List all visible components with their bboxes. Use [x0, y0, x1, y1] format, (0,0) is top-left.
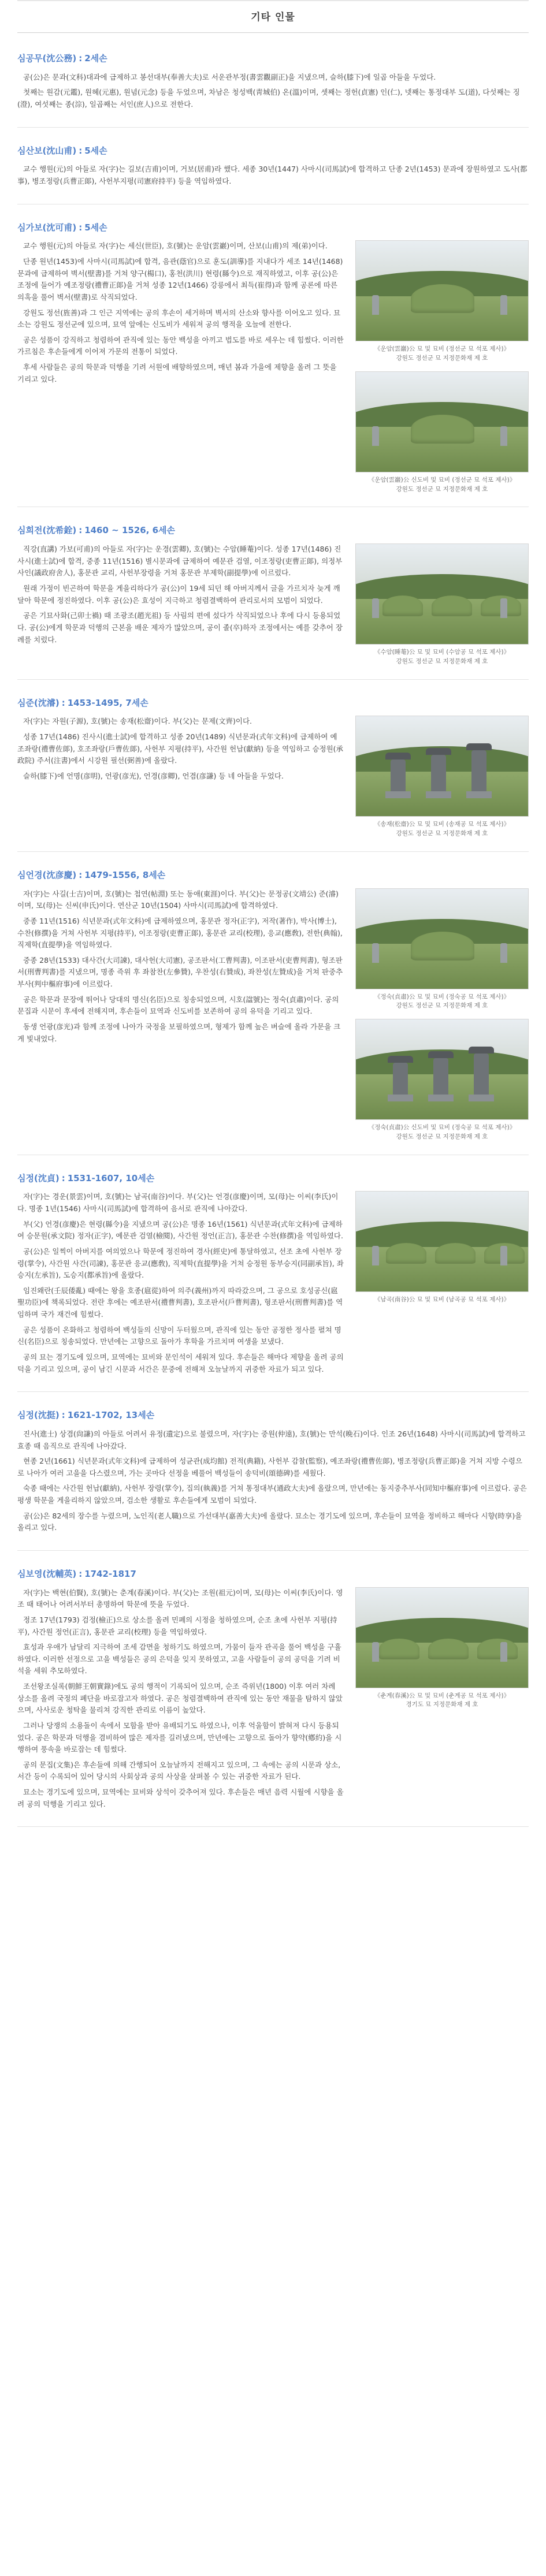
biography-paragraph: 자(字)는 경운(景雲)이며, 호(號)는 남곡(南谷)이다. 부(父)는 언경(彦慶)이며, 모(母)는 이씨(李氏)이다. 명종 1년(1546) 사마시(司馬試)에 합격하여 음서로 관직에 나아갔다.: [17, 1192, 339, 1213]
person-heading: [17, 694, 529, 716]
caption-title: 《송재(松齋)公 묘 및 묘비 (송재공 묘 석포 제사)》: [374, 821, 510, 828]
person-body: [17, 240, 529, 494]
person-section: [17, 136, 529, 204]
biography-paragraph: 교수 행원(元)의 아들로 자(字)는 길보(吉甫)이며, 거보(居甫)라 했다. 세종 30년(1447) 사마시(司馬試)에 합격하고 단종 2년(1453) 문과에 장원하였고 도사(都事), 병조정랑(兵曹正郞), 사헌부지평(司憲府持平) 등을 역임하였다.: [17, 165, 528, 186]
heading-separator: :: [79, 53, 83, 64]
biography-paragraph: 효성과 우애가 남달리 지극하여 조세 감면을 청하기도 하였으며, 가뭄이 들자 관곡을 풀어 백성을 구휼하였다. 이러한 선정으로 고을 백성들은 공의 은덕을 잊지 못하였고, 고을 사람들이 공의 공덕을 기려 비석을 세워 추모하였다.: [17, 1643, 341, 1676]
biography-paragraph: 임진왜란(壬辰倭亂) 때에는 왕을 호종(扈從)하여 의주(義州)까지 따라갔으며, 그 공으로 호성공신(扈聖功臣)에 책록되었다. 전란 후에는 예조판서(禮曹判書), 호조판서(戶曹判書), 형조판서(刑曹判書)를 역임하며 국가 재건에 힘썼다.: [17, 1286, 343, 1319]
figure-caption: [355, 989, 529, 1011]
biography-paragraph: 공(公)은 82세의 장수를 누렸으며, 노인직(老人職)으로 가선대부(嘉善大夫)에 올랐다. 묘소는 경기도에 있으며, 후손들이 묘역을 정비하고 해마다 시향(時享)을 올리고 있다.: [17, 1511, 522, 1532]
person-name: 심정(沈貞): [17, 1172, 60, 1183]
biography-paragraph: 공은 성품이 강직하고 청렴하여 관직에 있는 동안 백성을 아끼고 법도를 바로 세우는 데 힘썼다. 이러한 가르침은 후손들에게 이어져 가문의 전통이 되었다.: [17, 335, 344, 356]
title-divider: [17, 32, 529, 33]
biography-paragraph: 중종 11년(1516) 식년문과(式年文科)에 급제하였으며, 홍문관 정자(正字), 저작(著作), 박사(博士), 수찬(修撰)을 거쳐 사헌부 지평(持平), 이조정랑(吏曹正郞), 홍문관 교리(校理), 응교(應敎), 전한(典翰), 직제학(直提學)을 역임하였다.: [17, 916, 343, 950]
biography-paragraph: 후세 사람들은 공의 학문과 덕행을 기려 서원에 배향하였으며, 매년 봄과 가을에 제향을 올려 그 뜻을 기리고 있다.: [17, 363, 337, 384]
biography-paragraph: 슬하(膝下)에 언명(彦明), 언광(彦光), 언경(彦卿), 언겸(彦謙) 등 네 아들을 두었다.: [23, 771, 284, 780]
figure-caption: [355, 1120, 529, 1142]
figure-column: [355, 544, 529, 667]
person-body: [17, 72, 529, 114]
biography-paragraph: 강원도 정선(旌善)과 그 인근 지역에는 공의 후손이 세거하며 벽서의 산소와 향사를 이어오고 있다. 묘소는 강원도 정선군에 있으며, 묘역 앞에는 신도비가 세워져 공의 행적을 오늘에 전한다.: [17, 308, 341, 329]
person-lifespan: 5세손: [84, 222, 107, 233]
person-lifespan: 1460 ~ 1526, 6세손: [84, 525, 176, 536]
figure-caption: [355, 341, 529, 363]
person-section: [17, 515, 529, 679]
tomb-figure: [355, 888, 529, 1011]
figure-column: [355, 716, 529, 839]
person-body: [17, 1587, 529, 1814]
figure-column: [355, 240, 529, 494]
caption-title: 《정숙(貞肅)公 묘 및 묘비 (정숙공 묘 석포 제사)》: [374, 993, 510, 1000]
caption-title: 《수암(睡菴)公 묘 및 묘비 (수암공 묘 석포 제사)》: [374, 649, 510, 656]
biography-text: [17, 716, 344, 786]
person-section: [17, 43, 529, 128]
biography-paragraph: 공의 문집(文集)은 후손들에 의해 간행되어 오늘날까지 전해지고 있으며, 그 속에는 공의 시문과 상소, 서간 등이 수록되어 있어 당시의 사회상과 공의 사상을 살펴볼 수 있는 귀중한 자료가 된다.: [17, 1760, 341, 1781]
person-heading: [17, 1406, 529, 1428]
heading-separator: :: [79, 869, 83, 880]
heading-separator: :: [79, 525, 83, 536]
biography-paragraph: 자(字)는 자원(子源), 호(號)는 송재(松齋)이다. 부(父)는 문제(文齊)이다.: [23, 717, 252, 726]
person-lifespan: 2세손: [84, 53, 107, 64]
biography-paragraph: 정조 17년(1793) 검정(檢正)으로 상소를 올려 민폐의 시정을 청하였으며, 순조 초에 사헌부 지평(持平), 사간원 정언(正言), 홍문관 교리(校理) 등을 역임하였다.: [17, 1615, 337, 1636]
person-lifespan: 5세손: [84, 145, 107, 156]
biography-paragraph: 교수 행원(元)의 아들로 자(字)는 세신(世臣), 호(號)는 운암(雲巖)이며, 산보(山甫)의 제(弟)이다.: [23, 241, 328, 251]
biography-paragraph: 동생 언광(彦光)과 함께 조정에 나아가 국정을 보필하였으며, 형제가 함께 높은 벼슬에 올라 가문을 크게 빛내었다.: [17, 1022, 341, 1043]
biography-paragraph: 조선왕조실록(朝鮮王朝實錄)에도 공의 행적이 기록되어 있으며, 순조 즉위년(1800) 이후 여러 차례 상소를 올려 국정의 폐단을 바로잡고자 하였다. 공은 청렴결백하여 관직에 있는 동안 재물을 탐하지 않았으며, 사사로운 청탁을 물리쳐 강직한 관리로 이름이 높았다.: [17, 1682, 343, 1715]
person-body: [17, 1191, 529, 1379]
person-heading: [17, 49, 529, 72]
figure-column: [355, 888, 529, 1142]
person-name: 심준(沈濬): [17, 697, 60, 708]
biography-paragraph: 공의 묘는 경기도에 있으며, 묘역에는 묘비와 문인석이 세워져 있다. 후손들은 해마다 제향을 올려 공의 덕을 기리고 있으며, 공이 남긴 시문과 서간은 문중에 전해져 오늘날까지 귀중한 자료가 되고 있다.: [17, 1352, 344, 1373]
biography-paragraph: 단종 원년(1453)에 사마시(司馬試)에 합격, 음관(蔭官)으로 훈도(訓導)를 지내다가 세조 14년(1468) 문과에 급제하여 벽서(壁書)를 거쳐 양구(楊口), 홍천(洪川) 현령(縣令)으로 재직하였고, 이후 공(公)은 조정에 들어가 예조정랑(禮曹正郞)을 거쳐 성종 12년(1466) 강릉에서 최득(崔得)과 함께 공론에 따른 의혹을 풀어 벽서(壁書)로 삭직되었다.: [17, 257, 343, 301]
person-section: [17, 1163, 529, 1393]
figure-caption: [355, 645, 529, 667]
person-lifespan: 1531-1607, 10세손: [67, 1172, 155, 1183]
tomb-photo: [355, 716, 529, 817]
biography-paragraph: 묘소는 경기도에 있으며, 묘역에는 묘비와 상석이 갖추어져 있다. 후손들은 매년 음력 시월에 시향을 올려 공의 덕행을 기리고 있다.: [17, 1788, 344, 1808]
figure-caption: [355, 1292, 529, 1305]
person-name: 심희전(沈希銓): [17, 525, 77, 536]
person-name: 심보영(沈輔英): [17, 1568, 77, 1579]
biography-paragraph: 직강(直講) 가보(可甫)의 아들로 자(字)는 운경(雲卿), 호(號)는 수암(睡菴)이다. 성종 17년(1486) 진사시(進士試)에 합격, 중종 11년(1516) 별시문과에 급제하여 예문관 검열, 이조정랑(吏曹正郞), 의정부사인(議政府舍人), 홍문관 교리, 사헌부장령을 거쳐 홍문관 부제학(副提學)에 이르렀다.: [17, 545, 343, 578]
heading-separator: :: [79, 1568, 83, 1579]
tomb-figure: [355, 240, 529, 363]
person-section: [17, 860, 529, 1155]
heading-separator: :: [61, 697, 65, 708]
page-title: 기타 인물: [251, 12, 295, 23]
caption-location: 강원도 정선군 묘 지정문화재 제 호: [396, 830, 488, 837]
person-name: 심산보(沈山甫): [17, 145, 77, 156]
tomb-photo: [355, 888, 529, 989]
tomb-figure: [355, 1019, 529, 1142]
caption-location: 경기도 묘 지정문화재 제 호: [406, 1701, 478, 1708]
biography-paragraph: 성종 17년(1486) 진사시(進士試)에 합격하고 성종 20년(1489) 식년문과(式年文科)에 급제하여 예조좌랑(禮曹佐郞), 호조좌랑(戶曹佐郞), 사헌부 지평(持平), 사간원 헌납(獻納) 등을 역임하고 승정원(承政院) 주서(注書)에서 시강원 필선(弼善)에 올랐다.: [17, 732, 344, 765]
biography-text: [17, 1191, 344, 1379]
caption-location: 강원도 정선군 묘 지정문화재 제 호: [396, 1133, 488, 1140]
person-section: [17, 1559, 529, 1827]
person-heading: [17, 142, 529, 164]
biography-text: [17, 1428, 529, 1538]
heading-separator: :: [61, 1410, 65, 1421]
person-name: 심공무(沈公務): [17, 53, 77, 64]
person-body: [17, 163, 529, 191]
biography-paragraph: 숙종 때에는 사간원 헌납(獻納), 사헌부 장령(掌令), 집의(執義)를 거쳐 통정대부(通政大夫)에 올랐으며, 만년에는 동지중추부사(同知中樞府事)에 이르렀다. 공은 평생 학문을 게을리하지 않았으며, 검소한 생활로 후손들에게 모범이 되었다.: [17, 1484, 527, 1505]
biography-text: [17, 888, 344, 1049]
caption-location: 강원도 정선군 묘 지정문화재 제 호: [396, 1002, 488, 1010]
tomb-photo: [355, 544, 529, 645]
person-section: [17, 1400, 529, 1551]
heading-separator: :: [61, 1172, 65, 1183]
biography-paragraph: 중종 28년(1533) 대사간(大司諫), 대사헌(大司憲), 공조판서(工曹判書), 이조판서(吏曹判書), 형조판서(刑曹判書)를 지냈으며, 명종 즉위 후 좌참찬(左參贊), 우찬성(右贊成), 좌찬성(左贊成)을 거쳐 판중추부사(判中樞府事)에 이르렀다.: [17, 955, 343, 989]
biography-paragraph: 공은 기묘사화(己卯士禍) 때 조광조(趙光祖) 등 사림의 편에 섰다가 삭직되었으나 후에 다시 등용되었다. 공(公)에게 학문과 덕행의 근본을 배운 제자가 많았으며, 공이 졸(卒)하자 조정에서는 예를 갖추어 장례를 치렀다.: [17, 611, 343, 644]
figure-column: [355, 1587, 529, 1710]
biography-text: [17, 544, 344, 649]
heading-separator: :: [79, 145, 83, 156]
figure-column: [355, 1191, 529, 1305]
person-section: [17, 213, 529, 508]
person-heading: [17, 866, 529, 888]
biography-text: [17, 163, 529, 191]
caption-title: 《춘계(春溪)公 묘 및 묘비 (춘계공 묘 석포 제사)》: [374, 1692, 510, 1699]
biography-paragraph: 공(公)은 일찍이 아버지를 여의었으나 학문에 정진하여 경사(經史)에 통달하였고, 선조 초에 사헌부 장령(掌令), 사간원 사간(司諫), 홍문관 응교(應敎), 직제학(直提學)을 거쳐 승정원 동부승지(同副承旨), 좌승지(左承旨), 도승지(都承旨)에 올랐다.: [17, 1246, 344, 1280]
person-body: [17, 1428, 529, 1538]
biography-paragraph: 자(字)는 백현(伯賢), 호(號)는 춘계(春溪)이다. 부(父)는 조원(祖元)이며, 모(母)는 이씨(李氏)이다. 영조 때 태어나 어려서부터 총명하여 학문에 뜻을 두었다.: [17, 1588, 343, 1609]
heading-separator: :: [79, 222, 83, 233]
person-section: [17, 688, 529, 852]
person-lifespan: 1621-1702, 13세손: [67, 1410, 155, 1421]
person-lifespan: 1742-1817: [84, 1568, 136, 1579]
biography-paragraph: 그러나 당쟁의 소용돌이 속에서 모함을 받아 유배되기도 하였으나, 이후 억울함이 밝혀져 다시 등용되었다. 공은 학문과 덕행을 겸비하여 많은 제자를 길러냈으며, 만년에는 고향으로 돌아가 향약(鄕約)을 시행하여 풍속을 바로잡는 데 힘썼다.: [17, 1721, 342, 1754]
caption-title: 《운암(雲巖)公 신도비 및 묘비 (정선군 묘 석포 제사)》: [368, 476, 516, 483]
person-heading: [17, 1565, 529, 1587]
biography-text: [17, 72, 529, 114]
person-body: [17, 544, 529, 667]
biography-paragraph: 공은 성품이 온화하고 청렴하여 백성들의 신망이 두터웠으며, 관직에 있는 동안 공정한 정사를 펼쳐 명신(名臣)으로 칭송되었다. 만년에는 고향으로 돌아가 후학을 가르치며 여생을 보냈다.: [17, 1325, 341, 1346]
biography-paragraph: 원래 가정이 빈곤하여 학문을 게을리하다가 공(公)이 19세 되던 해 아버지께서 글을 가르치자 늦게 깨달아 학문에 정진하였다. 이후 공(公)은 효성이 지극하고 청렴결백하여 관리로서의 모범이 되었다.: [17, 584, 340, 605]
biography-paragraph: 현종 2년(1661) 식년문과(式年文科)에 급제하여 성균관(成均館) 전적(典籍), 사헌부 감찰(監察), 예조좌랑(禮曹佐郞), 병조정랑(兵曹正郞)을 거쳐 지방 수령으로 나아가 여러 고을을 다스렸으며, 가는 곳마다 선정을 베풀어 백성들이 송덕비(頌德碑)를 세웠다.: [17, 1457, 522, 1477]
biography-text: [17, 1587, 344, 1814]
figure-caption: [355, 472, 529, 494]
tomb-photo: [355, 1191, 529, 1292]
person-name: 심언경(沈彦慶): [17, 869, 77, 880]
caption-location: 강원도 정선군 묘 지정문화재 제 호: [396, 355, 488, 362]
biography-paragraph: 부(父) 언경(彦慶)은 현령(縣令)을 지냈으며 공(公)은 명종 16년(1561) 식년문과(式年文科)에 급제하여 승문원(承文院) 정자(正字), 예문관 검열(檢閱), 사간원 정언(正言), 홍문관 수찬(修撰)을 역임하였다.: [17, 1219, 343, 1241]
caption-title: 《남곡(南谷)公 묘 및 묘비 (남곡공 묘 석포 제사)》: [374, 1296, 510, 1304]
tomb-figure: [355, 1587, 529, 1710]
tomb-figure: [355, 1191, 529, 1305]
biography-paragraph: 공은 학문과 문장에 뛰어나 당대의 명신(名臣)으로 칭송되었으며, 시호(諡號)는 정숙(貞肅)이다. 공의 문집과 시문이 후세에 전해지며, 후손들이 묘역과 신도비를 보존하여 공의 유덕을 기리고 있다.: [17, 995, 339, 1016]
caption-location: 강원도 정선군 묘 지정문화재 제 호: [396, 485, 488, 493]
tomb-figure: [355, 544, 529, 667]
tomb-photo: [355, 371, 529, 472]
biography-paragraph: 공(公)은 문과(文科)대과에 급제하고 봉선대부(奉善大夫)로 서운관부정(書雲觀副正)을 지냈으며, 슬하(膝下)에 일곱 아들을 두었다.: [23, 72, 436, 81]
biography-paragraph: 자(字)는 사길(士吉)이며, 호(號)는 첩연(帖淵) 또는 동애(東涯)이다. 부(父)는 문정공(文靖公) 준(濬)이며, 모(母)는 신씨(申氏)이다. 연산군 10년(1504) 사마시(司馬試)에 합격하였다.: [17, 889, 339, 910]
tomb-photo: [355, 1019, 529, 1120]
person-heading: [17, 521, 529, 544]
person-name: 심가보(沈可甫): [17, 222, 77, 233]
caption-title: 《정숙(貞肅)公 신도비 및 묘비 (정숙공 묘 석포 제사)》: [368, 1124, 516, 1131]
caption-location: 강원도 정선군 묘 지정문화재 제 호: [396, 657, 488, 665]
tomb-figure: [355, 371, 529, 494]
biography-text: [17, 240, 344, 389]
person-lifespan: 1479-1556, 8세손: [84, 869, 166, 880]
figure-caption: [355, 817, 529, 839]
person-body: [17, 888, 529, 1142]
biography-paragraph: 진사(進士) 상겸(尙謙)의 아들로 어려서 유정(遺定)으로 불렸으며, 자(字)는 중원(仲遠), 호(號)는 만석(晩石)이다. 인조 26년(1648) 사마시(司馬試)에 합격하고 효종 때 음직으로 관직에 나아갔다.: [17, 1429, 526, 1450]
tomb-photo: [355, 240, 529, 341]
person-list: [17, 43, 529, 1827]
tomb-figure: [355, 716, 529, 839]
tomb-photo: [355, 1587, 529, 1688]
person-heading: [17, 1169, 529, 1192]
person-lifespan: 1453-1495, 7세손: [67, 697, 148, 708]
biography-paragraph: 첫째는 원감(元鑑), 원혜(元惠), 원념(元念) 등을 두었으며, 차남은 청성백(靑城伯) 온(溫)이며, 셋째는 정헌(貞憲) 인(仁), 넷째는 통정대부 도(道), 다섯째는 징(澄), 여섯째는 종(淙), 일곱째는 서인(庶人)으로 전한다.: [17, 88, 520, 109]
person-heading: [17, 218, 529, 241]
caption-title: 《운암(雲巖)公 묘 및 묘비 (정선군 묘 석포 제사)》: [374, 345, 510, 353]
person-name: 심정(沈挺): [17, 1410, 60, 1421]
person-body: [17, 716, 529, 839]
figure-caption: [355, 1688, 529, 1710]
